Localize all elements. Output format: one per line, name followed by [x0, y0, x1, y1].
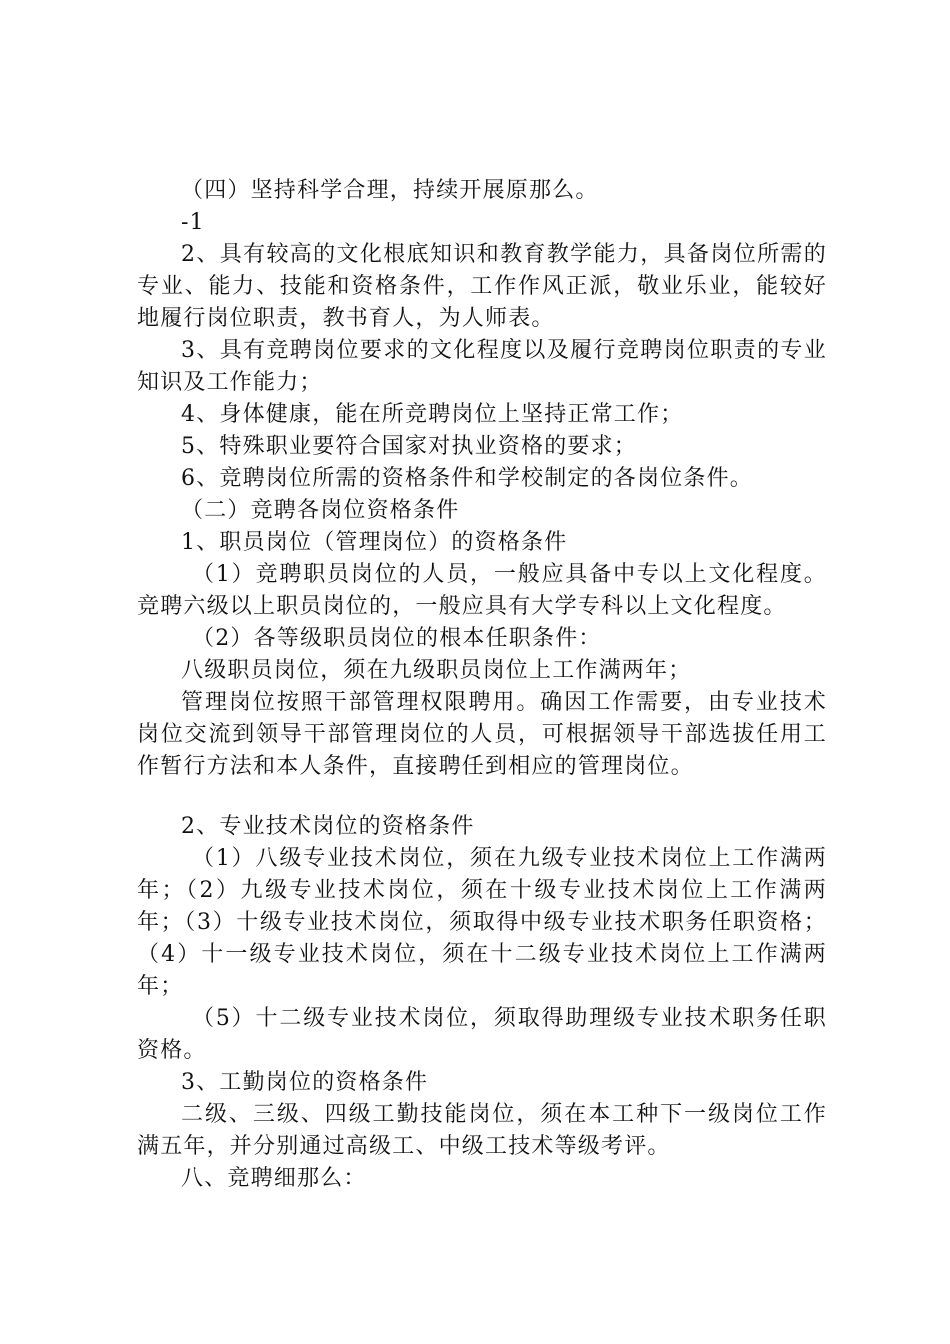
- section-heading-rules: 八、竞聘细那么：: [181, 1166, 367, 1191]
- paragraph-condition-5: 5、特殊职业要符合国家对执业资格的要求；: [181, 434, 637, 459]
- paragraph-staff-1: （1）竞聘职员岗位的人员，一般应具备中专以上文化程度。竞聘六级以上职员岗位的，一般应具有大学专科以上文化程度。: [137, 562, 827, 619]
- paragraph-condition-4: 4、身体健康，能在所竞聘岗位上坚持正常工作；: [181, 402, 684, 427]
- paragraph-condition-6: 6、竞聘岗位所需的资格条件和学校制定的各岗位条件。: [181, 466, 753, 491]
- subsection-heading-service-posts: 3、工勤岗位的资格条件: [181, 1070, 429, 1095]
- paragraph-technical-1-4: （1）八级专业技术岗位，须在九级专业技术岗位上工作满两年；（2）九级专业技术岗位，须在十级专业技术岗位上工作满两年；（3）十级专业技术岗位，须取得中级专业技术职务任职资格；（4）十一级专业技术岗位，须在十二级专业技术岗位上工作满两年；: [137, 846, 827, 999]
- paragraph-technical-5: （5）十二级专业技术岗位，须取得助理级专业技术职务任职资格。: [137, 1006, 827, 1063]
- paragraph-management-posts: 管理岗位按照干部管理权限聘用。确因工作需要，由专业技术岗位交流到领导干部管理岗位的人员，可根据领导干部选拔任用工作暂行方法和本人条件，直接聘任到相应的管理岗位。: [137, 690, 827, 779]
- paragraph-condition-2: 2、具有较高的文化根底知识和教育教学能力，具备岗位所需的专业、能力、技能和资格条件，工作作风正派，敬业乐业，能较好地履行岗位职责，教书育人，为人师表。: [137, 242, 827, 331]
- paragraph-principle-four: （四）坚持科学合理，持续开展原那么。: [181, 178, 599, 203]
- subsection-heading-staff-posts: 1、职员岗位（管理岗位）的资格条件: [181, 530, 568, 555]
- document-body: [137, 175, 827, 1195]
- subsection-heading-technical-posts: 2、专业技术岗位的资格条件: [181, 814, 475, 839]
- paragraph-service-posts: 二级、三级、四级工勤技能岗位，须在本工种下一级岗位工作满五年，并分别通过高级工、中级工技术等级考评。: [137, 1102, 827, 1159]
- section-heading-qualifications: （二）竞聘各岗位资格条件: [181, 498, 460, 523]
- paragraph-condition-3: 3、具有竞聘岗位要求的文化程度以及履行竞聘岗位职责的专业知识及工作能力；: [137, 338, 827, 395]
- paragraph-page-marker: -1: [181, 210, 205, 235]
- paragraph-staff-2: （2）各等级职员岗位的根本任职条件：: [192, 626, 602, 651]
- paragraph-staff-level-8: 八级职员岗位，须在九级职员岗位上工作满两年；: [181, 658, 692, 683]
